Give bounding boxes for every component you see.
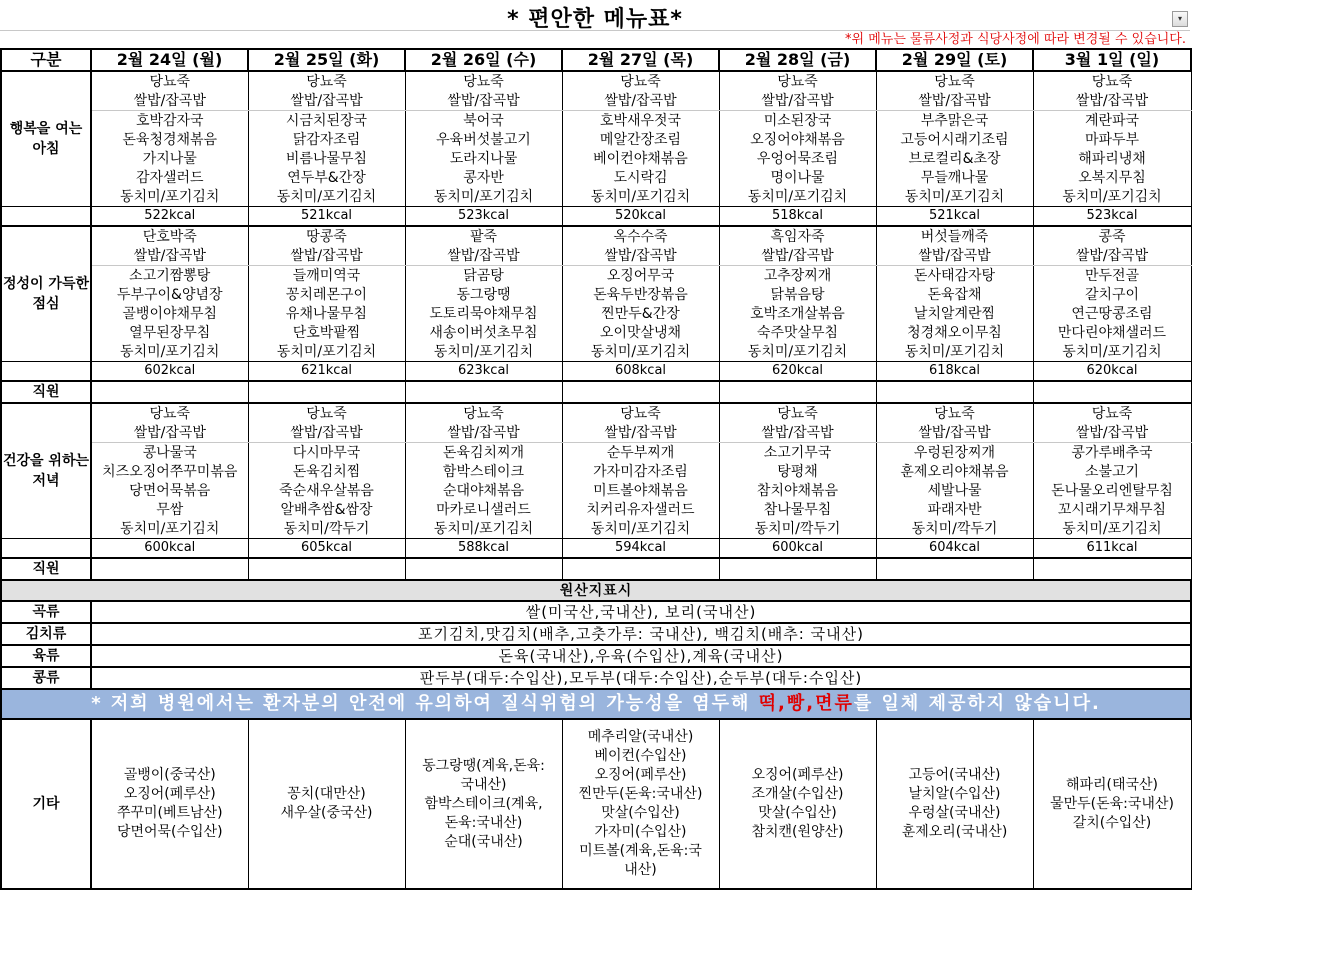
menu-item: 오이맛살냉채: [562, 323, 719, 342]
menu-item: 동치미/포기김치: [1033, 342, 1191, 362]
etc-line: 당면어묵(수입산): [116, 824, 223, 840]
kcal-value: 621kcal: [248, 362, 405, 382]
menu-item: 날치알계란찜: [876, 304, 1033, 323]
header-row: [1, 49, 1191, 71]
origin-value: 돈육(국내산),우육(수입산),계육(국내산): [91, 645, 1191, 667]
day-header: 2월 26일 (수): [405, 49, 562, 71]
menu-item: 오복지무침: [1033, 168, 1191, 187]
menu-item: 함박스테이크: [405, 462, 562, 481]
staff-cell: [1033, 558, 1191, 580]
menu-item: 가지나물: [91, 149, 248, 168]
origin-header-row: [1, 580, 1191, 601]
menu-item: 유채나물무침: [248, 304, 405, 323]
staff-cell: [1033, 381, 1191, 403]
kcal-value: 602kcal: [91, 362, 248, 382]
menu-item: 동치미/포기김치: [1033, 519, 1191, 539]
breakfast-kcal-row: [1, 207, 1191, 227]
origin-label: 육류: [1, 645, 91, 667]
menu-item: 연근땅콩조림: [1033, 304, 1191, 323]
menu-item: 닭곰탕: [405, 266, 562, 286]
menu-item: 당뇨죽: [719, 71, 876, 91]
staff-label: 직원: [1, 381, 91, 403]
menu-item: 쌀밥/잡곡밥: [405, 246, 562, 266]
origin-row: [1, 601, 1191, 623]
menu-item: 팥죽: [405, 226, 562, 246]
menu-item: 돈육김치찜: [248, 462, 405, 481]
menu-item: 동치미/포기김치: [248, 342, 405, 362]
staff-cell: [248, 558, 405, 580]
kcal-value: 600kcal: [719, 539, 876, 559]
menu-item: 계란파국: [1033, 111, 1191, 131]
menu-item: 두부구이&양념장: [91, 285, 248, 304]
menu-item: 소고기무국: [719, 443, 876, 463]
dinner-menu-row: [1, 443, 1191, 463]
etc-line: 해파리(태국산): [1065, 776, 1159, 793]
menu-item: 동치미/포기김치: [405, 519, 562, 539]
title-row: [0, 0, 1190, 31]
menu-item: 쌀밥/잡곡밥: [876, 246, 1033, 266]
breakfast-kcal-label: [1, 207, 91, 227]
staff-row: [1, 381, 1191, 403]
origin-value: 판두부(대두:수입산),모두부(대두:수입산),순두부(대두:수입산): [91, 667, 1191, 689]
dinner-menu-row: [1, 500, 1191, 519]
etc-line: 베이컨(수입산): [594, 748, 687, 764]
menu-item: 당뇨죽: [248, 71, 405, 91]
menu-item: 치즈오징어쭈꾸미볶음: [91, 462, 248, 481]
dinner-menu-row: [1, 403, 1191, 423]
menu-item: 시금치된장국: [248, 111, 405, 131]
change-notice: *위 메뉴는 물류사정과 식당사정에 따라 변경될 수 있습니다.: [845, 32, 1186, 47]
staff-cell: [248, 381, 405, 403]
etc-line: 꽁치(대만산): [287, 786, 366, 802]
breakfast-menu-row: [1, 130, 1191, 149]
menu-item: 동치미/포기김치: [1033, 187, 1191, 207]
staff-cell: [719, 558, 876, 580]
menu-item: 흑임자죽: [719, 226, 876, 246]
menu-table-body: [1, 49, 1191, 889]
menu-item: 동치미/깍두기: [248, 519, 405, 539]
menu-item: 순두부찌개: [562, 443, 719, 463]
menu-item: 고추장찌개: [719, 266, 876, 286]
menu-item: 쌀밥/잡곡밥: [248, 423, 405, 443]
staff-cell: [876, 558, 1033, 580]
kcal-value: 523kcal: [1033, 207, 1191, 227]
breakfast-menu-row: [1, 168, 1191, 187]
menu-item: 탕평채: [719, 462, 876, 481]
menu-item: 치커리유자샐러드: [562, 500, 719, 519]
menu-item: 동치미/포기김치: [562, 342, 719, 362]
menu-item: 만다린야채샐러드: [1033, 323, 1191, 342]
menu-item: 쌀밥/잡곡밥: [719, 246, 876, 266]
etc-line: 맛살(수입산): [601, 805, 680, 821]
origin-row: [1, 623, 1191, 645]
menu-item: 마카로니샐러드: [405, 500, 562, 519]
menu-item: 열무된장무침: [91, 323, 248, 342]
menu-item: 당뇨죽: [719, 403, 876, 423]
menu-item: 소고기짬뽕탕: [91, 266, 248, 286]
menu-table: [0, 48, 1192, 890]
etc-cell: [248, 719, 405, 889]
menu-item: 쌀밥/잡곡밥: [876, 91, 1033, 111]
menu-item: 동그랑땡: [405, 285, 562, 304]
menu-item: 당뇨죽: [562, 403, 719, 423]
lunch-menu-row: [1, 266, 1191, 286]
day-header: 2월 29일 (토): [876, 49, 1033, 71]
notice-banner-row: [1, 689, 1191, 719]
etc-cell: [876, 719, 1033, 889]
menu-item: 옥수수죽: [562, 226, 719, 246]
dinner-kcal-label: [1, 539, 91, 559]
kcal-value: 620kcal: [1033, 362, 1191, 382]
menu-item: 오징어야채볶음: [719, 130, 876, 149]
menu-item: 돈육잡채: [876, 285, 1033, 304]
kcal-value: 518kcal: [719, 207, 876, 227]
menu-item: 동치미/포기김치: [91, 342, 248, 362]
etc-line: 미트볼(계육,돈육:국: [579, 843, 702, 859]
day-header: 2월 25일 (화): [248, 49, 405, 71]
etc-line: 날치알(수입산): [908, 786, 1001, 802]
staff-cell: [876, 381, 1033, 403]
staff-cell: [719, 381, 876, 403]
menu-item: 쌀밥/잡곡밥: [91, 91, 248, 111]
menu-item: 당뇨죽: [405, 403, 562, 423]
etc-line: 우렁살(국내산): [908, 805, 1001, 821]
kcal-value: 521kcal: [876, 207, 1033, 227]
etc-line: 순대(국내산): [444, 833, 523, 850]
menu-item: 쌀밥/잡곡밥: [1033, 246, 1191, 266]
menu-item: 부추맑은국: [876, 111, 1033, 131]
menu-item: 돈나물오리엔탈무침: [1033, 481, 1191, 500]
origin-label: 콩류: [1, 667, 91, 689]
menu-item: 우육버섯불고기: [405, 130, 562, 149]
kcal-value: 594kcal: [562, 539, 719, 559]
menu-item: 순대야채볶음: [405, 481, 562, 500]
menu-item: 미트볼야채볶음: [562, 481, 719, 500]
staff-cell: [562, 381, 719, 403]
menu-item: 동치미/포기김치: [405, 187, 562, 207]
kcal-value: 600kcal: [91, 539, 248, 559]
menu-item: 당뇨죽: [876, 403, 1033, 423]
lunch-label: 정성이 가득한 점심: [1, 226, 91, 362]
filter-dropdown-icon[interactable]: ▾: [1172, 11, 1188, 27]
etc-line: 고등어(국내산): [908, 767, 1001, 783]
menu-item: 쌀밥/잡곡밥: [405, 91, 562, 111]
menu-item: 단호박죽: [91, 226, 248, 246]
menu-item: 당뇨죽: [91, 403, 248, 423]
menu-item: 명이나물: [719, 168, 876, 187]
breakfast-menu-row: [1, 71, 1191, 91]
menu-item: 세발나물: [876, 481, 1033, 500]
menu-item: 우렁된장찌개: [876, 443, 1033, 463]
menu-item: 당뇨죽: [405, 71, 562, 91]
menu-item: 동치미/포기김치: [562, 187, 719, 207]
origin-row: [1, 667, 1191, 689]
menu-item: 쌀밥/잡곡밥: [1033, 423, 1191, 443]
origin-value: 쌀(미국산,국내산), 보리(국내산): [91, 601, 1191, 623]
menu-item: 참치야채볶음: [719, 481, 876, 500]
dinner-label: 건강을 위하는 저녁: [1, 403, 91, 539]
menu-item: 고등어시래기조림: [876, 130, 1033, 149]
menu-item: 돈육김치찌개: [405, 443, 562, 463]
lunch-menu-row: [1, 323, 1191, 342]
etc-line: 골뱅이(중국산): [123, 767, 216, 783]
menu-item: 가자미감자조림: [562, 462, 719, 481]
banner-post-text: 를 일체 제공하지 않습니다.: [853, 693, 1101, 714]
menu-item: 다시마무국: [248, 443, 405, 463]
etc-cell: [405, 719, 562, 889]
menu-item: 당뇨죽: [248, 403, 405, 423]
notice-row: [0, 31, 1190, 48]
etc-cell: [562, 719, 719, 889]
kcal-value: 618kcal: [876, 362, 1033, 382]
menu-item: 당뇨죽: [1033, 71, 1191, 91]
menu-item: 감자샐러드: [91, 168, 248, 187]
lunch-menu-row: [1, 342, 1191, 362]
etc-line: 훈제오리(국내산): [901, 824, 1008, 840]
menu-item: 들깨미역국: [248, 266, 405, 286]
menu-item: 당면어묵볶음: [91, 481, 248, 500]
menu-item: 새송이버섯초무침: [405, 323, 562, 342]
menu-item: 호박감자국: [91, 111, 248, 131]
menu-item: 만두전골: [1033, 266, 1191, 286]
menu-item: 도토리묵야채무침: [405, 304, 562, 323]
staff-cell: [91, 381, 248, 403]
etc-line: 오징어(페루산): [594, 767, 687, 783]
page-title: * 편안한 메뉴표*: [507, 7, 683, 32]
etc-line: 오징어(페루산): [751, 767, 844, 783]
banner-red-text: 떡,빵,면류: [758, 693, 854, 714]
menu-item: 호박조개살볶음: [719, 304, 876, 323]
banner-pre-text: * 저희 병원에서는 환자분의 안전에 유의하여 질식위험의 가능성을 염두해: [91, 693, 759, 714]
etc-label: 기타: [1, 719, 91, 889]
menu-item: 쌀밥/잡곡밥: [248, 246, 405, 266]
etc-line: 물만두(돈육:국내산): [1050, 795, 1174, 812]
menu-item: 청경채오이무침: [876, 323, 1033, 342]
menu-item: 동치미/포기김치: [719, 187, 876, 207]
menu-item: 쌀밥/잡곡밥: [562, 91, 719, 111]
menu-item: 미소된장국: [719, 111, 876, 131]
kcal-value: 523kcal: [405, 207, 562, 227]
dinner-kcal-row: [1, 539, 1191, 559]
breakfast-menu-row: [1, 111, 1191, 131]
lunch-menu-row: [1, 226, 1191, 246]
menu-item: 닭볶음탕: [719, 285, 876, 304]
dinner-menu-row: [1, 481, 1191, 500]
breakfast-label: 행복을 여는 아침: [1, 71, 91, 207]
staff-cell: [91, 558, 248, 580]
menu-item: 당뇨죽: [1033, 403, 1191, 423]
menu-item: 마파두부: [1033, 130, 1191, 149]
menu-item: 쌀밥/잡곡밥: [1033, 91, 1191, 111]
menu-item: 북어국: [405, 111, 562, 131]
origin-title: 원산지표시: [1, 580, 1191, 601]
menu-item: 돈사태감자탕: [876, 266, 1033, 286]
etc-row: [1, 719, 1191, 889]
menu-item: 동치미/포기김치: [91, 519, 248, 539]
etc-line: 오징어(페루산): [123, 786, 216, 802]
etc-line: 쭈꾸미(베트남산): [116, 805, 223, 821]
header-label: 구분: [1, 49, 91, 71]
menu-item: 꼬시래기무채무침: [1033, 500, 1191, 519]
kcal-value: 620kcal: [719, 362, 876, 382]
origin-value: 포기김치,맛김치(배추,고춧가루: 국내산), 백김치(배추: 국내산): [91, 623, 1191, 645]
etc-line: 찐만두(돈육:국내산): [578, 786, 703, 802]
etc-line: 맛살(수입산): [758, 805, 837, 821]
kcal-value: 623kcal: [405, 362, 562, 382]
dinner-menu-row: [1, 423, 1191, 443]
menu-item: 비름나물무침: [248, 149, 405, 168]
menu-item: 동치미/포기김치: [248, 187, 405, 207]
kcal-value: 604kcal: [876, 539, 1033, 559]
menu-item: 파래자반: [876, 500, 1033, 519]
menu-item: 도시락김: [562, 168, 719, 187]
menu-item: 동치미/깍두기: [876, 519, 1033, 539]
etc-line: 함박스테이크(계육,: [424, 795, 543, 812]
menu-item: 찐만두&간장: [562, 304, 719, 323]
menu-item: 쌀밥/잡곡밥: [91, 423, 248, 443]
etc-line: 내산): [624, 862, 657, 878]
menu-item: 동치미/포기김치: [562, 519, 719, 539]
day-header: 2월 24일 (월): [91, 49, 248, 71]
menu-item: 동치미/포기김치: [719, 342, 876, 362]
staff-row: [1, 558, 1191, 580]
menu-item: 당뇨죽: [91, 71, 248, 91]
menu-item: 쌀밥/잡곡밥: [562, 246, 719, 266]
menu-item: 쌀밥/잡곡밥: [719, 423, 876, 443]
menu-item: 쌀밥/잡곡밥: [248, 91, 405, 111]
etc-cell: [1033, 719, 1191, 889]
breakfast-menu-row: [1, 187, 1191, 207]
etc-line: 조개살(수입산): [751, 786, 844, 802]
menu-item: 무쌈: [91, 500, 248, 519]
menu-item: 쌀밥/잡곡밥: [562, 423, 719, 443]
etc-line: 국내산): [460, 776, 507, 793]
menu-item: 콩죽: [1033, 226, 1191, 246]
origin-row: [1, 645, 1191, 667]
menu-item: 콩가루배추국: [1033, 443, 1191, 463]
menu-item: 무들깨나물: [876, 168, 1033, 187]
menu-item: 참나물무침: [719, 500, 876, 519]
menu-item: 돈육두반장볶음: [562, 285, 719, 304]
lunch-menu-row: [1, 304, 1191, 323]
menu-item: 당뇨죽: [876, 71, 1033, 91]
dinner-menu-row: [1, 519, 1191, 539]
menu-item: 동치미/포기김치: [876, 342, 1033, 362]
menu-item: 브로컬리&초장: [876, 149, 1033, 168]
day-header: 3월 1일 (일): [1033, 49, 1191, 71]
menu-item: 오징어무국: [562, 266, 719, 286]
breakfast-menu-row: [1, 91, 1191, 111]
menu-item: 메알간장조림: [562, 130, 719, 149]
menu-item: 쌀밥/잡곡밥: [91, 246, 248, 266]
menu-item: 베이컨야채볶음: [562, 149, 719, 168]
lunch-kcal-row: [1, 362, 1191, 382]
origin-label: 김치류: [1, 623, 91, 645]
kcal-value: 611kcal: [1033, 539, 1191, 559]
menu-item: 돈육청경채볶음: [91, 130, 248, 149]
menu-item: 도라지나물: [405, 149, 562, 168]
menu-item: 연두부&간장: [248, 168, 405, 187]
kcal-value: 605kcal: [248, 539, 405, 559]
etc-line: 메추리알(국내산): [587, 729, 694, 745]
menu-item: 동치미/포기김치: [876, 187, 1033, 207]
menu-item: 닭감자조림: [248, 130, 405, 149]
kcal-value: 522kcal: [91, 207, 248, 227]
menu-item: 쌀밥/잡곡밥: [405, 423, 562, 443]
menu-item: 동치미/포기김치: [405, 342, 562, 362]
staff-label: 직원: [1, 558, 91, 580]
staff-cell: [405, 558, 562, 580]
menu-item: 쌀밥/잡곡밥: [719, 91, 876, 111]
menu-item: 골뱅이야채무침: [91, 304, 248, 323]
menu-item: 숙주맛살무침: [719, 323, 876, 342]
menu-item: 땅콩죽: [248, 226, 405, 246]
staff-cell: [562, 558, 719, 580]
etc-line: 동그랑땡(계육,돈육:: [422, 757, 545, 774]
menu-item: 당뇨죽: [562, 71, 719, 91]
etc-line: 돈육:국내산): [444, 814, 523, 831]
origin-label: 곡류: [1, 601, 91, 623]
lunch-menu-row: [1, 246, 1191, 266]
lunch-menu-row: [1, 285, 1191, 304]
menu-item: 소불고기: [1033, 462, 1191, 481]
menu-item: 쌀밥/잡곡밥: [876, 423, 1033, 443]
etc-line: 가자미(수입산): [594, 824, 687, 840]
menu-item: 훈제오리야채볶음: [876, 462, 1033, 481]
etc-cell: [719, 719, 876, 889]
kcal-value: 588kcal: [405, 539, 562, 559]
menu-item: 갈치구이: [1033, 285, 1191, 304]
menu-item: 콩나물국: [91, 443, 248, 463]
lunch-kcal-label: [1, 362, 91, 382]
kcal-value: 521kcal: [248, 207, 405, 227]
menu-item: 꽁치레몬구이: [248, 285, 405, 304]
day-header: 2월 27일 (목): [562, 49, 719, 71]
menu-item: 콩자반: [405, 168, 562, 187]
menu-item: 해파리냉채: [1033, 149, 1191, 168]
etc-cell: [91, 719, 248, 889]
menu-item: 동치미/깍두기: [719, 519, 876, 539]
menu-item: 버섯들깨죽: [876, 226, 1033, 246]
menu-item: 단호박팥찜: [248, 323, 405, 342]
menu-item: 동치미/포기김치: [91, 187, 248, 207]
breakfast-menu-row: [1, 149, 1191, 168]
staff-cell: [405, 381, 562, 403]
day-header: 2월 28일 (금): [719, 49, 876, 71]
etc-line: 새우살(중국산): [280, 805, 373, 821]
etc-line: 갈치(수입산): [1072, 814, 1152, 831]
menu-item: 알배추쌈&쌈장: [248, 500, 405, 519]
kcal-value: 520kcal: [562, 207, 719, 227]
menu-item: 죽순새우살볶음: [248, 481, 405, 500]
dinner-menu-row: [1, 462, 1191, 481]
menu-item: 우엉어묵조림: [719, 149, 876, 168]
menu-item: 호박새우젓국: [562, 111, 719, 131]
safety-notice-banner: [1, 689, 1191, 719]
kcal-value: 608kcal: [562, 362, 719, 382]
etc-line: 참치캔(원양산): [751, 824, 844, 840]
